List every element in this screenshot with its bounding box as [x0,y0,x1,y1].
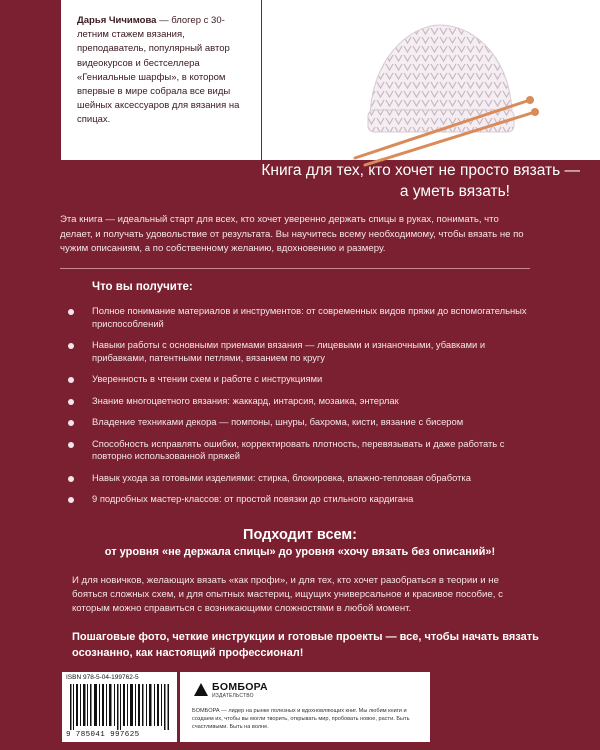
knitted-hat-illustration [340,0,550,175]
bullet-icon [68,343,74,349]
headline-line-2: а уметь вязать! [399,183,510,200]
benefit-item: Владение техниками декора — помпоны, шнуры, бахрома, кисти, вязание с бисером [60,416,530,429]
bullet-icon [68,442,74,448]
benefit-item: Полное понимание материалов и инструментов: от современных видов пряжи до вспомогательных приспособлений [60,305,530,330]
benefit-item: 9 подробных мастер-классов: от простой повязки до стильного кардигана [60,493,530,506]
suits-title: Подходит всем: [243,527,357,543]
bullet-icon [68,399,74,405]
publisher-block [180,672,430,742]
benefit-item: Уверенность в чтении схем и работе с инструкциями [60,373,530,386]
author-card [61,0,261,160]
publisher-description: БОМБОРА — лидер на рынке полезных и вдохновляющих книг. Мы любим книги и создаем их, чтобы вы могли творить, открывать мир, пробовать новое, расти. Быть счастливыми. Быть на волне. [192,708,410,730]
headline-line-1: Книга для тех, кто хочет не просто вязать — [261,162,580,179]
bullet-icon [68,377,74,383]
intro-paragraph: Эта книга — идеальный старт для всех, кто хочет уверенно держать спицы в руках, понимать, что делает, и получать удовольствие от результата. Вы научитесь всему необходимому, чтобы вязать не по чужим описаниям, а по собственному желанию, вдохновению и размеру. [60,214,524,254]
isbn: ISBN 978-5-04-199762-5 [66,674,139,681]
audience-paragraph: И для новичков, желающих вязать «как профи», и для тех, кто хочет разобраться в теории и не бояться сложных схем, и для опытных мастериц, ищущих универсальное и красивое пособие, с которым можно справиться с возникающими сложностями в любой момент. [72,575,503,615]
benefits-list [60,305,530,506]
bullet-icon [68,420,74,426]
author-bio: — блогер с 30-летним стажем вязания, преподаватель, популярный автор видеокурсов и бестселлера «Гениальные шарфы», в котором впервые в мире собрала все виды шейных аксессуаров для вязания на спицах. [77,15,240,126]
benefit-item: Навыки работы с основными приемами вязания — лицевыми и изнаночными, убавками и прибавками, патентными петлями, вязанием по кругу [60,339,530,364]
closing-statement: Пошаговые фото, четкие инструкции и готовые проекты — все, чтобы начать вязать осознанно, как настоящий профессионал! [72,631,539,659]
barcode-digits: 9 785041 997625 [66,731,140,739]
author-name: Дарья Чичимова [77,15,157,26]
barcode-block [62,672,177,742]
publisher-tagline: ИЗДАТЕЛЬСТВО [212,693,254,699]
bullet-icon [68,476,74,482]
publisher-name: БОМБОРА [212,681,268,693]
divider [60,268,530,269]
benefits-title: Что вы получите: [92,281,193,293]
benefit-item: Способность исправлять ошибки, корректировать плотность, перевязывать и даже работать с повторно использованной пряжей [60,438,530,463]
bullet-icon [68,309,74,315]
barcode-bars [70,684,170,730]
suits-subtitle: от уровня «не держала спицы» до уровня «хочу вязать без описаний»! [104,546,496,558]
benefit-item: Знание многоцветного вязания: жаккард, интарсия, мозаика, энтерлак [60,395,530,408]
bullet-icon [68,497,74,503]
headline [40,160,580,202]
benefit-item: Навык ухода за готовыми изделиями: стирка, блокировка, влажно-тепловая обработка [60,472,530,485]
